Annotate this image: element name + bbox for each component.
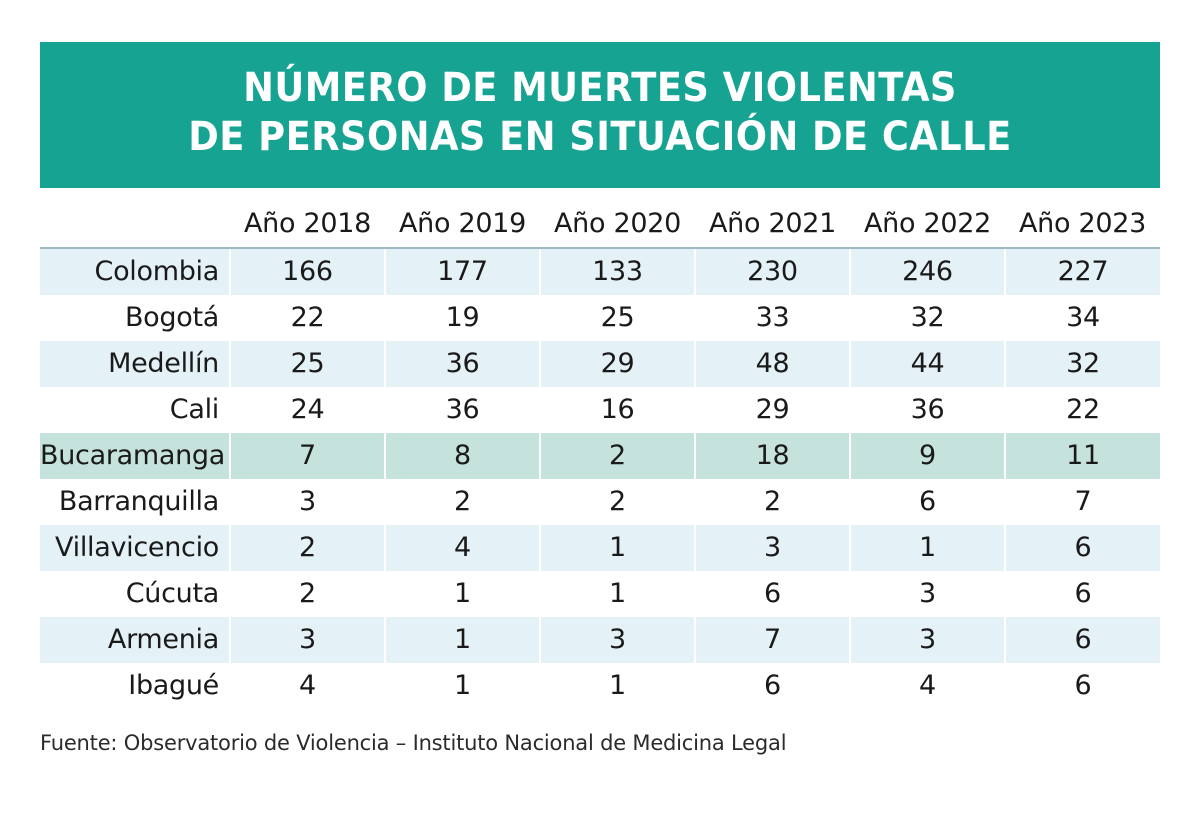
table-row (40, 617, 1160, 663)
cell-cali-2018: 24 (230, 387, 385, 433)
cell-cali-2020: 16 (540, 387, 695, 433)
column-header-2020: Año 2020 (540, 204, 695, 248)
row-label-villavicencio: Villavicencio (40, 525, 230, 571)
cell-villavicencio-2021: 3 (695, 525, 850, 571)
cell-cucuta-2019: 1 (385, 571, 540, 617)
cell-colombia-2019: 177 (385, 248, 540, 295)
cell-armenia-2021: 7 (695, 617, 850, 663)
table-row (40, 341, 1160, 387)
cell-villavicencio-2018: 2 (230, 525, 385, 571)
cell-ibague-2020: 1 (540, 663, 695, 709)
cell-colombia-2018: 166 (230, 248, 385, 295)
cell-cali-2019: 36 (385, 387, 540, 433)
cell-villavicencio-2019: 4 (385, 525, 540, 571)
cell-armenia-2019: 1 (385, 617, 540, 663)
row-label-cali: Cali (40, 387, 230, 433)
cell-colombia-2022: 246 (850, 248, 1005, 295)
cell-barranquilla-2018: 3 (230, 479, 385, 525)
row-label-ibague: Ibagué (40, 663, 230, 709)
cell-barranquilla-2020: 2 (540, 479, 695, 525)
cell-ibague-2021: 6 (695, 663, 850, 709)
row-label-cucuta: Cúcuta (40, 571, 230, 617)
cell-bucaramanga-2022: 9 (850, 433, 1005, 479)
cell-villavicencio-2020: 1 (540, 525, 695, 571)
cell-villavicencio-2022: 1 (850, 525, 1005, 571)
cell-ibague-2018: 4 (230, 663, 385, 709)
table-row (40, 479, 1160, 525)
table-row (40, 571, 1160, 617)
row-label-bogota: Bogotá (40, 295, 230, 341)
cell-colombia-2021: 230 (695, 248, 850, 295)
row-label-barranquilla: Barranquilla (40, 479, 230, 525)
cell-ibague-2019: 1 (385, 663, 540, 709)
cell-cucuta-2021: 6 (695, 571, 850, 617)
row-label-colombia: Colombia (40, 248, 230, 295)
cell-barranquilla-2021: 2 (695, 479, 850, 525)
table-row (40, 525, 1160, 571)
cell-cucuta-2023: 6 (1005, 571, 1160, 617)
cell-colombia-2023: 227 (1005, 248, 1160, 295)
cell-medellin-2019: 36 (385, 341, 540, 387)
table-row-highlighted (40, 433, 1160, 479)
row-label-armenia: Armenia (40, 617, 230, 663)
row-label-bucaramanga: Bucaramanga (40, 433, 230, 479)
table-body (40, 248, 1160, 709)
cell-medellin-2022: 44 (850, 341, 1005, 387)
cell-cucuta-2020: 1 (540, 571, 695, 617)
cell-barranquilla-2023: 7 (1005, 479, 1160, 525)
column-header-2021: Año 2021 (695, 204, 850, 248)
cell-bogota-2021: 33 (695, 295, 850, 341)
page-title-line-1: NÚMERO DE MUERTES VIOLENTAS (243, 65, 957, 111)
cell-cali-2021: 29 (695, 387, 850, 433)
cell-bogota-2018: 22 (230, 295, 385, 341)
table-row (40, 663, 1160, 709)
table-row (40, 387, 1160, 433)
cell-bucaramanga-2019: 8 (385, 433, 540, 479)
table-corner-header (40, 204, 230, 248)
table-header (40, 204, 1160, 248)
column-header-2022: Año 2022 (850, 204, 1005, 248)
cell-ibague-2023: 6 (1005, 663, 1160, 709)
cell-bucaramanga-2021: 18 (695, 433, 850, 479)
cell-bogota-2019: 19 (385, 295, 540, 341)
cell-medellin-2023: 32 (1005, 341, 1160, 387)
table-row (40, 295, 1160, 341)
cell-medellin-2020: 29 (540, 341, 695, 387)
cell-cucuta-2022: 3 (850, 571, 1005, 617)
cell-bogota-2020: 25 (540, 295, 695, 341)
cell-cali-2023: 22 (1005, 387, 1160, 433)
deaths-table (40, 204, 1160, 709)
infographic-page (0, 42, 1200, 817)
cell-bucaramanga-2018: 7 (230, 433, 385, 479)
cell-armenia-2022: 3 (850, 617, 1005, 663)
cell-medellin-2018: 25 (230, 341, 385, 387)
table-header-row (40, 204, 1160, 248)
title-banner (40, 42, 1160, 188)
row-label-medellin: Medellín (40, 341, 230, 387)
cell-armenia-2018: 3 (230, 617, 385, 663)
table-row (40, 248, 1160, 295)
cell-colombia-2020: 133 (540, 248, 695, 295)
cell-armenia-2020: 3 (540, 617, 695, 663)
cell-barranquilla-2019: 2 (385, 479, 540, 525)
cell-bucaramanga-2020: 2 (540, 433, 695, 479)
cell-ibague-2022: 4 (850, 663, 1005, 709)
cell-barranquilla-2022: 6 (850, 479, 1005, 525)
cell-bucaramanga-2023: 11 (1005, 433, 1160, 479)
cell-cucuta-2018: 2 (230, 571, 385, 617)
cell-medellin-2021: 48 (695, 341, 850, 387)
cell-cali-2022: 36 (850, 387, 1005, 433)
source-note: Fuente: Observatorio de Violencia – Instituto Nacional de Medicina Legal (40, 730, 787, 755)
cell-villavicencio-2023: 6 (1005, 525, 1160, 571)
page-title-line-2: DE PERSONAS EN SITUACIÓN DE CALLE (188, 113, 1012, 160)
column-header-2018: Año 2018 (230, 204, 385, 248)
cell-bogota-2023: 34 (1005, 295, 1160, 341)
cell-armenia-2023: 6 (1005, 617, 1160, 663)
cell-bogota-2022: 32 (850, 295, 1005, 341)
column-header-2019: Año 2019 (385, 204, 540, 248)
column-header-2023: Año 2023 (1005, 204, 1160, 248)
